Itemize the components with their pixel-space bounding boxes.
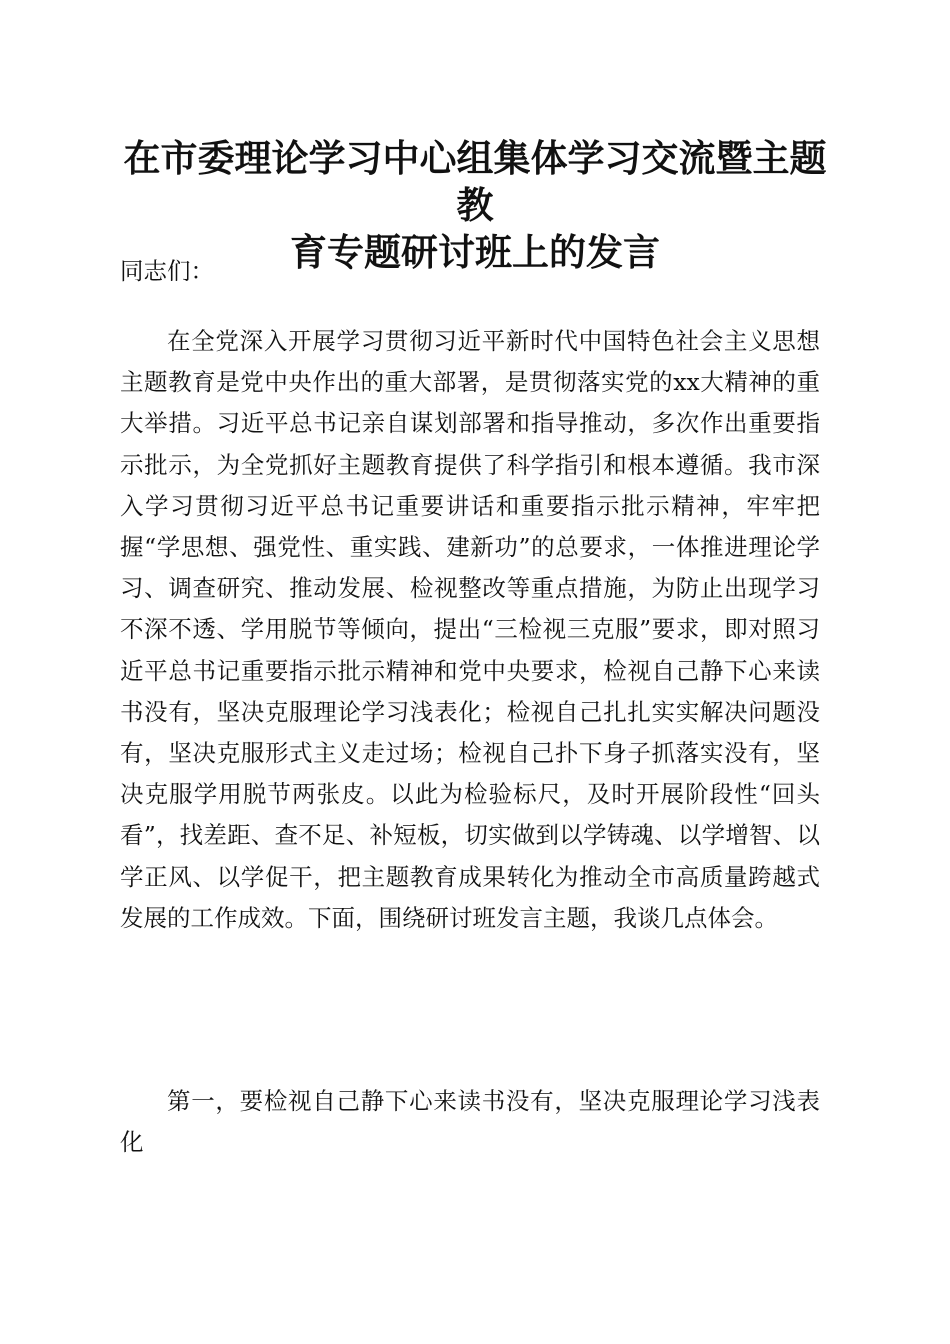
- paragraph-intro: 在全党深入开展学习贯彻习近平新时代中国特色社会主义思想主题教育是党中央作出的重大部署，是贯彻落实党的xx大精神的重大举措。习近平总书记亲自谋划部署和指导推动，多次作出重要指示批示，为全党抓好主题教育提供了科学指引和根本遵循。我市深入学习贯彻习近平总书记重要讲话和重要指示批示精神，牢牢把握“学思想、强党性、重实践、建新功”的总要求，一体推进理论学习、调查研究、推动发展、检视整改等重点措施，为防止出现学习不深不透、学用脱节等倾向，提出“三检视三克服”要求，即对照习近平总书记重要指示批示精神和党中央要求，检视自己静下心来读书没有，坚决克服理论学习浅表化；检视自己扎扎实实解决问题没有，坚决克服形式主义走过场；检视自己扑下身子抓落实没有，坚决克服学用脱节两张皮。以此为检验标尺，及时开展阶段性“回头看”，找差距、查不足、补短板，切实做到以学铸魂、以学增智、以学正风、以学促干，把主题教育成果转化为推动全市高质量跨越式发展的工作成效。下面，围绕研讨班发言主题，我谈几点体会。: [120, 327, 820, 932]
- title-line-1: 在市委理论学习中心组集体学习交流暨主题教: [123, 136, 827, 227]
- paragraph-section-one-heading: 第一，要检视自己静下心来读书没有，坚决克服理论学习浅表化: [120, 1087, 820, 1157]
- salutation: 同志们：: [120, 257, 214, 285]
- title-line-2: 育专题研讨班上的发言: [290, 230, 660, 274]
